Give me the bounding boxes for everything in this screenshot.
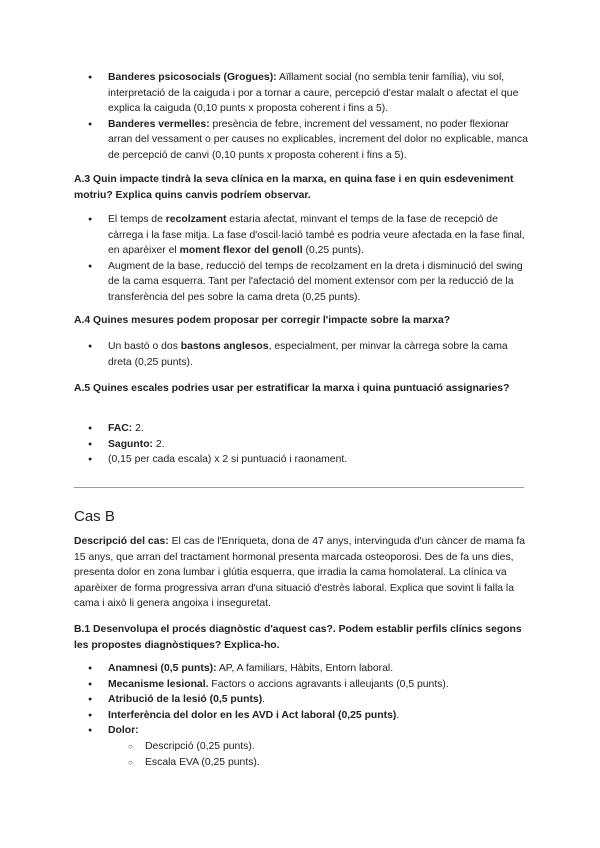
section-title: Cas B	[74, 508, 115, 525]
b1-bullet-list	[74, 661, 528, 770]
list-item: ● Banderes vermelles: presència de febre, increment del vessament, no poder flexionar arran del vessament o per causes no explicables, increment del dolor no explicable, manca de percepció de canvi (0,10 punts x proposta coherent i fins a 5).	[74, 117, 528, 164]
sub-list-item: ○ Descripció (0,25 punts).	[74, 739, 528, 755]
a4-bullet-list	[74, 339, 528, 370]
a4-question: A.4 Quines mesures podem proposar per corregir l'impacte sobre la marxa?	[74, 315, 451, 326]
a5-question: A.5 Quines escales podries usar per estratificar la marxa i quina puntuació assignaries?	[74, 383, 510, 394]
list-item: ● Sagunto: 2.	[74, 437, 528, 453]
list-item: ● Atribució de la lesió (0,5 punts).	[74, 692, 528, 708]
case-description: Descripció del cas: El cas de l'Enriqueta, dona de 47 anys, intervinguda d'un càncer de mama fa 15 anys, que arran del tractament hormonal presenta marcada osteoporosi. Des de fa uns dies, presenta dolor en zona lumbar i glútia esquerra, que irradia la cama homolateral. La clínica va aparèixer de forma progressiva arran d'una situació d'estrès laboral. Explica que sovint li falla la cama i això li genera angoixa i inseguretat.	[74, 536, 526, 610]
a2-bullet-list	[74, 70, 528, 164]
a3-question: A.3 Quin impacte tindrà la seva clínica en la marxa, en quina fase i en quin esdeveniment motriu? Explica quins canvis podríem observar.	[74, 174, 514, 201]
a3-bullet-list	[74, 212, 528, 306]
list-item: ● Interferència del dolor en les AVD i Act laboral (0,25 punts).	[74, 708, 528, 724]
list-item: ● FAC: 2.	[74, 421, 528, 437]
b1-question: B.1 Desenvolupa el procés diagnòstic d'aquest cas?. Podem establir perfils clínics segons les propostes diagnòstiques? Explica-ho.	[74, 624, 522, 651]
list-item: ● Banderes psicosocials (Grogues): Aïllament social (no sembla tenir família), viu sol, interpretació de la caiguda i por a tornar a caure, percepció d'estar malalt o afectat el que explica la caiguda (0,10 punts x proposta coherent i fins a 5).	[74, 70, 528, 117]
list-item: ● Dolor: ○ Descripció (0,25 punts). ○ Escala EVA (0,25 punts).	[74, 723, 528, 770]
horizontal-divider	[74, 487, 524, 488]
list-item: ● El temps de recolzament estaria afectat, minvant el temps de la fase de recepció de càrrega i la fase mitja. La fase d'oscil·lació també es podria veure afectada en la fase final, en aparèixer el moment flexor del genoll (0,25 punts).	[74, 212, 528, 259]
sub-list-item: ○ Escala EVA (0,25 punts).	[74, 755, 528, 771]
list-item: ● Augment de la base, reducció del temps de recolzament en la dreta i disminució del swing de la cama esquerra. Tant per l'afectació del moment extensor com per la reducció de la transferència del pes sobre la cama dreta (0,25 punts).	[74, 259, 528, 306]
a5-bullet-list	[74, 421, 528, 468]
list-item: ● Mecanisme lesional. Factors o accions agravants i alleujants (0,5 punts).	[74, 677, 528, 693]
list-item: ● Anamnesi (0,5 punts): AP, A familiars, Hàbits, Entorn laboral.	[74, 661, 528, 677]
list-item: ● (0,15 per cada escala) x 2 si puntuació i raonament.	[74, 452, 528, 468]
list-item: ● Un bastó o dos bastons anglesos, especialment, per minvar la càrrega sobre la cama dreta (0,25 punts).	[74, 339, 528, 370]
dolor-sub-list	[74, 739, 528, 770]
